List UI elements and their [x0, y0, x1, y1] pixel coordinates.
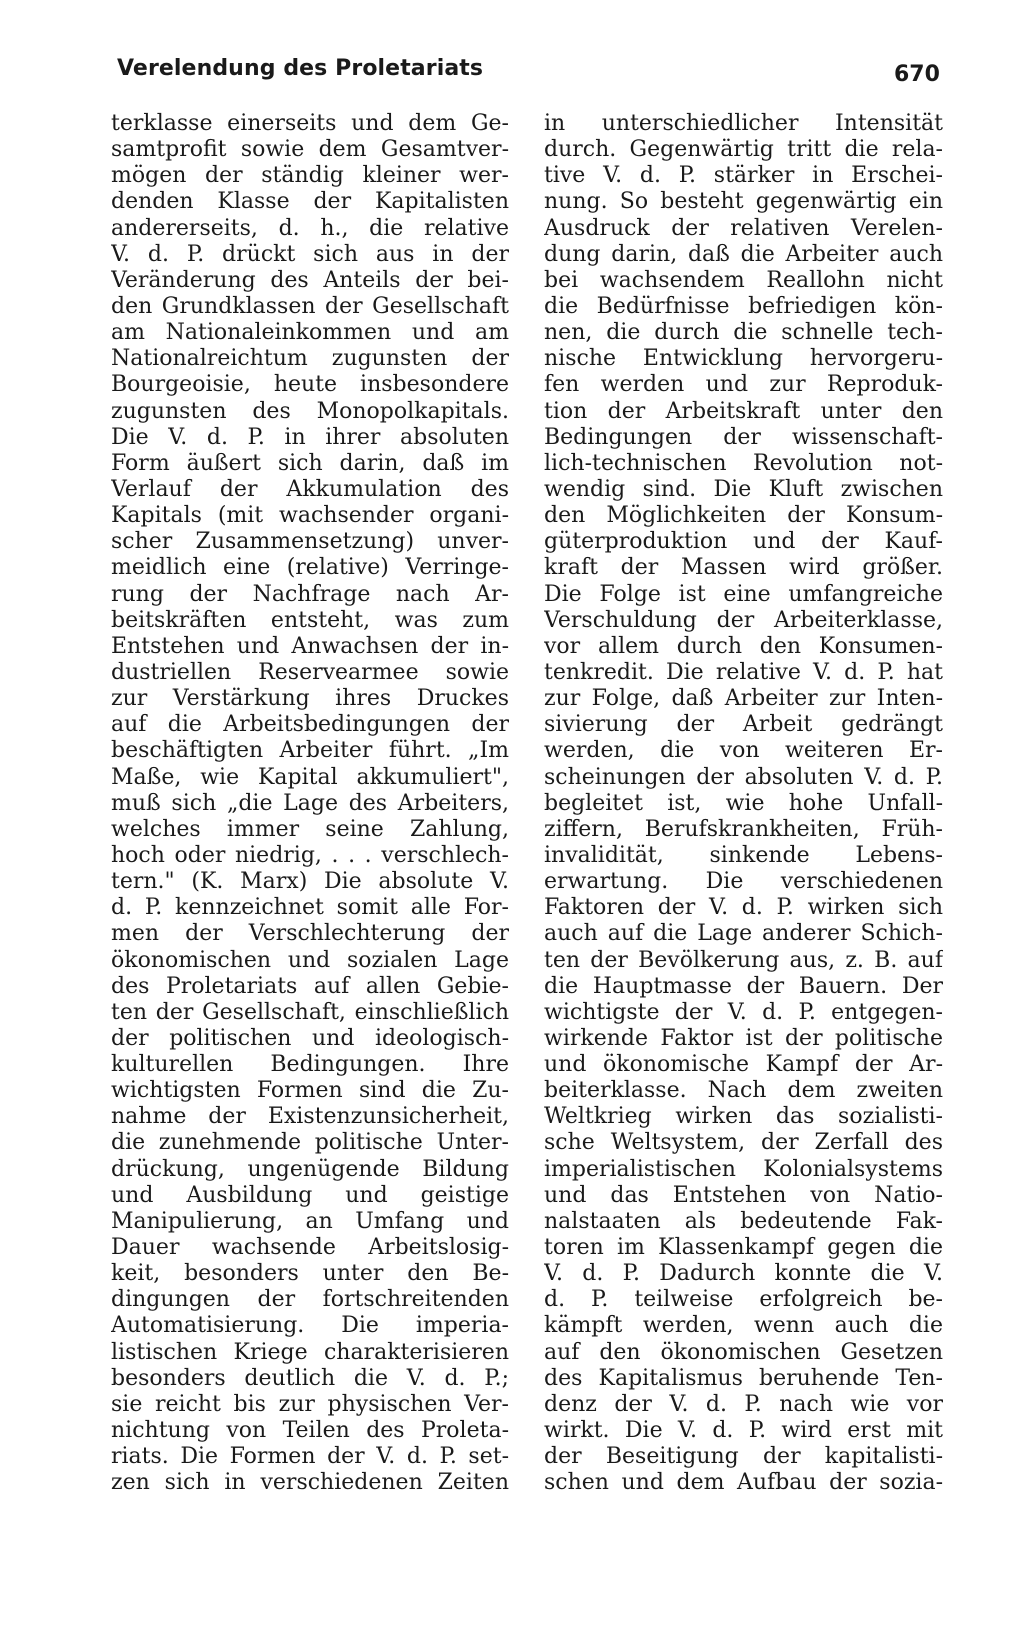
text-line: beiterklasse. Nach dem zweiten: [544, 1078, 943, 1104]
text-line: tion der Arbeitskraft unter den: [544, 398, 943, 424]
text-line: den Grundklassen der Gesellschaft: [111, 293, 509, 319]
text-line: men der Verschlechterung der: [111, 921, 509, 947]
text-line: am Nationaleinkommen und am: [111, 320, 509, 346]
page-number: 670: [894, 62, 940, 87]
text-line: mögen der ständig kleiner wer-: [111, 163, 509, 189]
text-line: Dauer wachsende Arbeitslosig-: [111, 1235, 509, 1261]
text-line: Maße, wie Kapital akkumuliert",: [111, 764, 509, 790]
text-line: denz der V. d. P. nach wie vor: [544, 1391, 943, 1417]
text-line: Bedingungen der wissenschaft-: [544, 424, 943, 450]
text-line: kulturellen Bedingungen. Ihre: [111, 1052, 509, 1078]
text-line: der politischen und ideologisch-: [111, 1025, 509, 1051]
text-line: zur Folge, daß Arbeiter zur Inten-: [544, 686, 943, 712]
text-line: Die V. d. P. in ihrer absoluten: [111, 424, 509, 450]
text-line: ten der Bevölkerung aus, z. B. auf: [544, 947, 943, 973]
text-line: durch. Gegenwärtig tritt die rela-: [544, 137, 943, 163]
text-line: kämpft werden, wenn auch die: [544, 1313, 943, 1339]
text-line: erwartung. Die verschiedenen: [544, 869, 943, 895]
right-text-column: [544, 111, 943, 1496]
text-line: Ausdruck der relativen Verelen-: [544, 215, 943, 241]
text-line: nichtung von Teilen des Proleta-: [111, 1418, 509, 1444]
text-line: invalidität, sinkende Lebens-: [544, 842, 943, 868]
text-line: begleitet ist, wie hohe Unfall-: [544, 790, 943, 816]
text-line: terklasse einerseits und dem Ge-: [111, 111, 509, 136]
text-line: ziffern, Berufskrankheiten, Früh-: [544, 816, 943, 842]
text-line: sivierung der Arbeit gedrängt: [544, 712, 943, 738]
text-line: tenkredit. Die relative V. d. P. hat: [544, 659, 943, 685]
text-line: meidlich eine (relative) Verringe-: [111, 555, 509, 581]
text-line: andererseits, d. h., die relative: [111, 215, 509, 241]
text-line: Verlauf der Akkumulation des: [111, 476, 509, 502]
text-line: zur Verstärkung ihres Druckes: [111, 686, 509, 712]
text-line: tern." (K. Marx) Die absolute V.: [111, 869, 509, 895]
text-line: besonders deutlich die V. d. P.;: [111, 1365, 509, 1391]
text-line: beschäftigten Arbeiter führt. „Im: [111, 738, 509, 764]
text-line: ten der Gesellschaft, einschließlich: [111, 999, 509, 1025]
text-line: zugunsten des Monopolkapitals.: [111, 398, 509, 424]
text-line: güterproduktion und der Kauf-: [544, 529, 943, 555]
text-line: wendig sind. Die Kluft zwischen: [544, 476, 943, 502]
text-line: nalstaaten als bedeutende Fak-: [544, 1208, 943, 1234]
text-line: scher Zusammensetzung) unver-: [111, 529, 509, 555]
text-line: Entstehen und Anwachsen der in-: [111, 633, 509, 659]
text-line: dingungen der fortschreitenden: [111, 1287, 509, 1313]
text-line: nische Entwicklung hervorgeru-: [544, 346, 943, 372]
text-line: d. P. teilweise erfolgreich be-: [544, 1287, 943, 1313]
text-line: und Ausbildung und geistige: [111, 1182, 509, 1208]
text-line: die Hauptmasse der Bauern. Der: [544, 973, 943, 999]
text-line: denden Klasse der Kapitalisten: [111, 189, 509, 215]
text-line: beitskräften entsteht, was zum: [111, 607, 509, 633]
text-line: riats. Die Formen der V. d. P. set-: [111, 1444, 509, 1470]
text-line: samtprofit sowie dem Gesamtver-: [111, 137, 509, 163]
text-line: wirkt. Die V. d. P. wird erst mit: [544, 1418, 943, 1444]
text-line: muß sich „die Lage des Arbeiters,: [111, 790, 509, 816]
text-line: wirkende Faktor ist der politische: [544, 1025, 943, 1051]
text-line: in unterschiedlicher Intensität: [544, 111, 943, 136]
text-line: zen sich in verschiedenen Zeiten: [111, 1470, 509, 1496]
text-line: kraft der Massen wird größer.: [544, 555, 943, 581]
text-line: nahme der Existenzunsicherheit,: [111, 1104, 509, 1130]
left-text-column: [111, 111, 509, 1496]
text-line: listischen Kriege charakterisieren: [111, 1339, 509, 1365]
text-line: V. d. P. Dadurch konnte die V.: [544, 1261, 943, 1287]
text-line: d. P. kennzeichnet somit alle For-: [111, 895, 509, 921]
text-line: ökonomischen und sozialen Lage: [111, 947, 509, 973]
text-line: Faktoren der V. d. P. wirken sich: [544, 895, 943, 921]
text-line: Kapitals (mit wachsender organi-: [111, 503, 509, 529]
text-line: V. d. P. drückt sich aus in der: [111, 241, 509, 267]
text-line: des Kapitalismus beruhende Ten-: [544, 1365, 943, 1391]
text-line: die zunehmende politische Unter-: [111, 1130, 509, 1156]
text-line: wichtigste der V. d. P. entgegen-: [544, 999, 943, 1025]
text-line: und ökonomische Kampf der Ar-: [544, 1052, 943, 1078]
text-line: dung darin, daß die Arbeiter auch: [544, 241, 943, 267]
text-line: drückung, ungenügende Bildung: [111, 1156, 509, 1182]
text-line: den Möglichkeiten der Konsum-: [544, 503, 943, 529]
text-line: Automatisierung. Die imperia-: [111, 1313, 509, 1339]
text-line: nen, die durch die schnelle tech-: [544, 320, 943, 346]
text-line: Die Folge ist eine umfangreiche: [544, 581, 943, 607]
text-line: Bourgeoisie, heute insbesondere: [111, 372, 509, 398]
running-header-title: Verelendung des Proletariats: [117, 56, 484, 81]
text-line: Veränderung des Anteils der bei-: [111, 267, 509, 293]
text-line: welches immer seine Zahlung,: [111, 816, 509, 842]
text-line: rung der Nachfrage nach Ar-: [111, 581, 509, 607]
text-line: des Proletariats auf allen Gebie-: [111, 973, 509, 999]
text-line: imperialistischen Kolonialsystems: [544, 1156, 943, 1182]
text-line: Form äußert sich darin, daß im: [111, 450, 509, 476]
text-line: sie reicht bis zur physischen Ver-: [111, 1391, 509, 1417]
text-line: Manipulierung, an Umfang und: [111, 1208, 509, 1234]
text-line: der Beseitigung der kapitalisti-: [544, 1444, 943, 1470]
text-line: toren im Klassenkampf gegen die: [544, 1235, 943, 1261]
text-line: nung. So besteht gegenwärtig ein: [544, 189, 943, 215]
text-line: vor allem durch den Konsumen-: [544, 633, 943, 659]
text-line: Weltkrieg wirken das sozialisti-: [544, 1104, 943, 1130]
text-line: dustriellen Reservearmee sowie: [111, 659, 509, 685]
text-line: schen und dem Aufbau der sozia-: [544, 1470, 943, 1496]
text-line: scheinungen der absoluten V. d. P.: [544, 764, 943, 790]
text-line: und das Entstehen von Natio-: [544, 1182, 943, 1208]
text-line: tive V. d. P. stärker in Erschei-: [544, 163, 943, 189]
text-line: lich-technischen Revolution not-: [544, 450, 943, 476]
text-line: auf die Arbeitsbedingungen der: [111, 712, 509, 738]
text-line: wichtigsten Formen sind die Zu-: [111, 1078, 509, 1104]
text-line: werden, die von weiteren Er-: [544, 738, 943, 764]
text-line: keit, besonders unter den Be-: [111, 1261, 509, 1287]
text-line: Verschuldung der Arbeiterklasse,: [544, 607, 943, 633]
text-line: Nationalreichtum zugunsten der: [111, 346, 509, 372]
text-line: bei wachsendem Reallohn nicht: [544, 267, 943, 293]
text-line: auf den ökonomischen Gesetzen: [544, 1339, 943, 1365]
text-line: die Bedürfnisse befriedigen kön-: [544, 293, 943, 319]
text-line: auch auf die Lage anderer Schich-: [544, 921, 943, 947]
text-line: fen werden und zur Reproduk-: [544, 372, 943, 398]
text-line: hoch oder niedrig, . . . verschlech-: [111, 842, 509, 868]
text-line: sche Weltsystem, der Zerfall des: [544, 1130, 943, 1156]
